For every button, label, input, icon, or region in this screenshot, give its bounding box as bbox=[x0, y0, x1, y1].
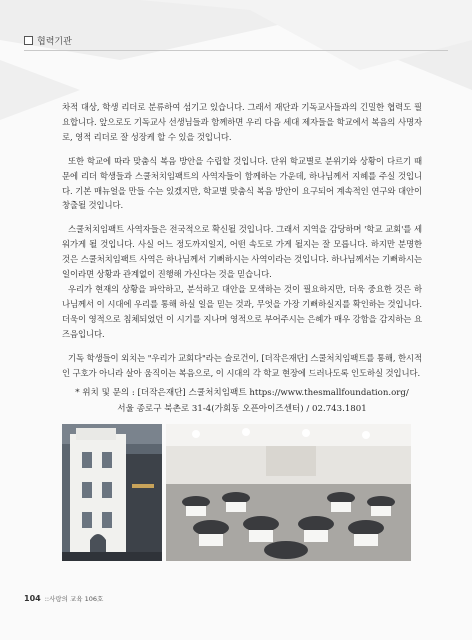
classroom-photo bbox=[166, 424, 411, 561]
paragraph: 차적 대상, 학생 리더로 분류하여 섬기고 있습니다. 그래서 재단과 기독교사들과의 긴밀한 협력도 필요합니다. 앞으로도 기독교사 선생님들과 함께하면 우리 다음 세대 제자들을 학교에서 복음의 사명자로, 영적 리더로 잘 성장케 할 수 있을 것입니다. bbox=[62, 102, 422, 142]
page-footer bbox=[24, 594, 103, 606]
section-label: 협력기관 bbox=[37, 36, 72, 47]
contact-line-1: * 위치 및 문의 : [더작은재단] 스쿨처치임팩트 https://www.thesmallfoundation.org/ bbox=[75, 388, 409, 398]
paragraph: 스쿨처치임팩트 사역자들은 전국적으로 확신될 것입니다. 그래서 지역을 감당하며 '학교 교회'를 세워가게 될 것입니다. 사실 어느 정도까지일지, 어떤 속도로 가게 될지는 잘 모릅니다. 하지만 분명한 것은 스쿨처치임팩트 사역은 하나님께서 기뻐하시는 사역이라는 것입니다. 하나님께서는 기뻐하시는 일이라면 상황과 관계없이 진행해 가신다는 것을 믿습니다. bbox=[62, 224, 422, 280]
article-body bbox=[62, 100, 422, 389]
page-number: 104 bbox=[24, 594, 41, 603]
magazine-issue: ::사랑의 교육 106호 bbox=[44, 595, 104, 603]
header-divider bbox=[24, 50, 448, 51]
section-tab bbox=[24, 32, 72, 48]
building-photo bbox=[62, 424, 162, 561]
section-tab-box-icon bbox=[24, 36, 33, 45]
paragraph: 우리가 현재의 상황을 파악하고, 분석하고 대안을 모색하는 것이 필요하지만, 더욱 중요한 것은 하나님께서 이 시대에 우리를 통해 하실 일을 믿는 것과, 무엇을 가장 기뻐하실지를 확인하는 것입니다. 더욱이 영적으로 침체되었던 이 시기를 지나며 영적으로 부어주시는 은혜가 매우 강함을 감지하는 요즈음입니다. bbox=[62, 283, 422, 339]
paragraph: 기독 학생들이 외치는 "우리가 교회다"라는 슬로건이, [더작은재단] 스쿨처치임팩트를 통해, 한시적인 구호가 아니라 살아 움직이는 복음으로, 이 시대의 각 학교 현장에 드러나도록 인도하실 것입니다. bbox=[62, 352, 422, 378]
contact-info bbox=[62, 385, 422, 417]
contact-line-2: 서울 종로구 북촌로 31-4(가회동 오픈아이즈센터) / 02.743.1801 bbox=[117, 404, 367, 414]
paragraph: 또한 학교에 따라 맞춤식 복음 방안을 수립할 것입니다. 단위 학교별로 분위기와 상황이 다르기 때문에 리더 학생들과 스쿨처치임팩트의 사역자들이 함께하는 가운데, 하나님께서 지혜를 주실 것입니다. 기본 매뉴얼을 만들 수는 있겠지만, 학교별 맞춤식 복음 방안이 요구되어 계속적인 연구와 대안이 창출될 것입니다. bbox=[62, 155, 422, 211]
